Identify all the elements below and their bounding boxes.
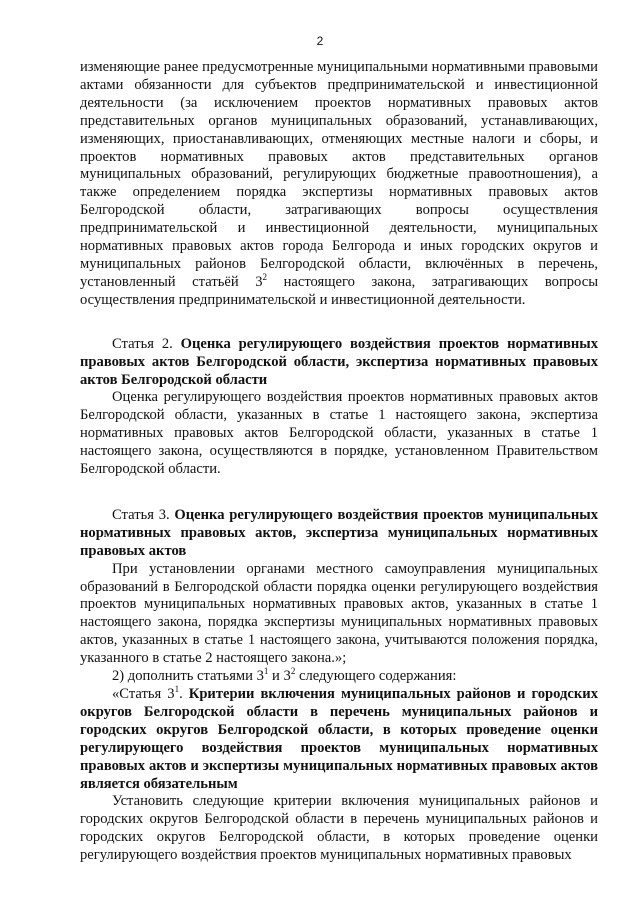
- page-number: 2: [316, 34, 324, 48]
- article-2-title: Оценка регулирующего воздействия проектов нормативных правовых актов Белгородской области, экспертиза нормативных правовых актов Белгородской области: [80, 335, 598, 388]
- spacer: [80, 479, 598, 507]
- intro-paragraph-text: изменяющие ранее предусмотренные муниципальными нормативными правовыми актами обязанности для субъектов предпринимательской и инвестиционной деятельности (за исключением проектов нормативных правовых актов представительных органов муниципальных образований, устанавливающих, изменяющих, приостанавливающих, отменяющих местные налоги и сборы, и проектов нормативных правовых актов представительных органов муниципальных образований, регулирующих бюджетные правоотношения), а также определением порядка экспертизы нормативных правовых актов Белгородской области, затрагивающих вопросы осуществления предпринимательской и инвестиционной деятельности, муниципальных нормативных правовых актов города Белгорода и иных городских округов и муниципальных районов Белгородской области, включённых в перечень, установленный статьёй 3: [80, 59, 598, 290]
- article-3-1-heading: [80, 686, 598, 793]
- amendment-text-a: 2) дополнить статьями 3: [112, 668, 264, 685]
- article-3-1-prefix-tail: .: [179, 686, 189, 702]
- amendment-sup-b: 2: [290, 666, 296, 677]
- amendment-line: [80, 668, 598, 686]
- intro-paragraph: [80, 59, 598, 310]
- article-2-prefix: Статья 2.: [112, 335, 181, 352]
- article-3-1-prefix-sup: 1: [174, 684, 180, 694]
- spacer: [80, 310, 598, 336]
- article-3-body: При установлении органами местного самоуправления муниципальных образований в Белгородской области порядка оценки регулирующего воздействия проектов муниципальных нормативных правовых актов, указанных в статье 1 настоящего закона, порядка экспертизы муниципальных нормативных правовых актов, указанных в статье 1 настоящего закона, учитываются положения порядка, указанного в статье 2 настоящего закона.»;: [80, 560, 598, 667]
- article-3-prefix: Статья 3.: [112, 506, 175, 523]
- article-3-1-title: Критерии включения муниципальных районов и городских округов Белгородской области в перечень муниципальных районов и городских округов Белгородской области, в которых проведение оценки регулирующего воздействия проектов муниципальных нормативных правовых актов и экспертизы муниципальных нормативных правовых актов является обязательным: [80, 686, 598, 792]
- amendment-sup-a: 1: [263, 666, 269, 677]
- article-3-1-body: Установить следующие критерии включения муниципальных районов и городских округов Белгородской области в перечень муниципальных районов и городских округов Белгородской области, в которых проведение оценки регулирующего воздействия проектов муниципальных нормативных правовых: [80, 793, 598, 864]
- amendment-text-b: и 3: [268, 668, 291, 685]
- article-2-heading: [80, 336, 598, 390]
- article-2-body: Оценка регулирующего воздействия проектов нормативных правовых актов Белгородской области, указанных в статье 1 настоящего закона, экспертиза нормативных правовых актов Белгородской области, указанных в статье 1 настоящего закона, осуществляются в порядке, установленном Правительством Белгородской области.: [80, 389, 598, 478]
- article-3-1-prefix: «Статья 3: [112, 686, 175, 702]
- article-3-heading: [80, 507, 598, 561]
- document-body: [80, 59, 598, 865]
- intro-paragraph-sup: 2: [262, 271, 268, 282]
- amendment-text-c: следующего содержания:: [295, 668, 457, 685]
- intro-paragraph-tail: настоящего закона, затрагивающих вопросы осуществления предпринимательской и инвестиционной деятельности.: [80, 273, 598, 308]
- article-3-title: Оценка регулирующего воздействия проектов муниципальных нормативных правовых актов, экспертиза муниципальных нормативных правовых актов: [80, 506, 598, 559]
